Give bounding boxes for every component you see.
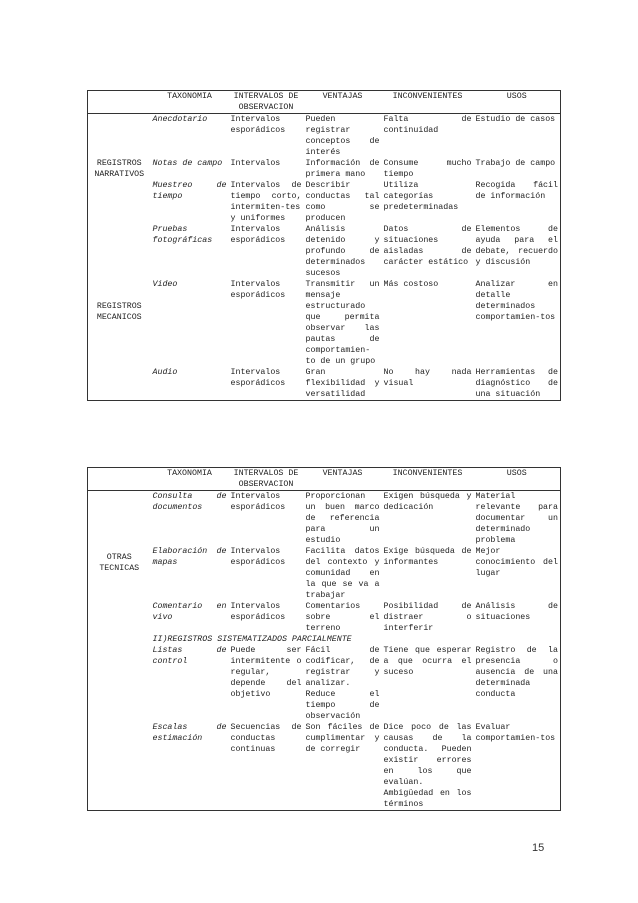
header-inconvenientes: INCONVENIENTES <box>382 91 474 114</box>
table-row <box>88 180 561 224</box>
intervalos-cell: Intervalos esporádicos <box>230 547 286 567</box>
taxonomia-cell: Comentario en vivo <box>152 602 227 622</box>
header-ventajas: VENTAJAS <box>304 91 382 114</box>
ventajas-cell: Son fáciles de cumplimentar y de corregir <box>304 722 382 811</box>
ventajas-cell: Análisis detenido y profundo de determinados sucesos <box>305 225 380 278</box>
table-otras-tecnicas <box>87 467 561 811</box>
subheading-empty <box>88 634 151 645</box>
taxonomia-cell: Listas de control <box>152 646 227 666</box>
inconvenientes-cell: Utiliza categorías predeterminadas <box>383 181 459 212</box>
category-cell: REGISTROS MECANICOS <box>88 224 151 401</box>
intervalos-cell: Intervalos de tiempo corto, intermiten-tes y uniformes <box>230 181 302 223</box>
category-cell: REGISTROS NARRATIVOS <box>88 114 151 225</box>
header-taxonomia: TAXONOMIA <box>151 91 229 114</box>
subheading: II)REGISTROS SISTEMATIZADOS PARCIALMENTE <box>151 634 561 645</box>
table-row <box>88 491 561 547</box>
intervalos-cell: Intervalos esporádicos <box>230 115 286 135</box>
taxonomia-cell: Video <box>152 280 178 289</box>
taxonomia-cell: Audio <box>151 367 229 401</box>
usos-cell: Recogida fácil de información <box>474 180 561 224</box>
taxonomia-cell: Pruebas fotográficas <box>152 225 213 245</box>
taxonomia-cell: Notas de campo <box>152 159 223 168</box>
inconvenientes-cell: Tiene que esperar a que ocurra el suceso <box>383 646 472 677</box>
table-row <box>88 601 561 634</box>
inconvenientes-cell: Exige búsqueda de informantes <box>383 547 472 567</box>
category-cell: OTRAS TECNICAS <box>88 491 151 635</box>
table-row <box>88 114 561 159</box>
inconvenientes-cell: Exigen búsqueda y dedicación <box>383 492 472 512</box>
taxonomia-cell: Muestreo de tiempo <box>152 181 227 201</box>
header-row <box>88 91 561 114</box>
header-taxonomia: TAXONOMIA <box>151 468 229 491</box>
taxonomia-cell: Consulta de documentos <box>152 492 227 512</box>
usos-cell: Evaluar comportamien-tos <box>474 722 561 811</box>
ventajas-cell: Facilita datos del contexto y comunidad en la que se va a trabajar <box>305 547 380 600</box>
table-row <box>88 722 561 811</box>
table-row <box>88 546 561 601</box>
empty-cell <box>88 722 151 811</box>
taxonomia-cell: Elaboración de mapas <box>152 547 227 567</box>
inconvenientes-cell: Datos de situaciones aisladas de carácter estático <box>383 225 472 267</box>
table-row <box>88 367 561 401</box>
usos-cell: Mejor conocimiento del lugar <box>474 546 561 601</box>
intervalos-cell: Intervalos esporádicos <box>229 367 304 401</box>
ventajas-cell: Proporcionan un buen marco de referencia para un estudio <box>305 492 380 545</box>
ventajas-cell: Comentarios sobre el terreno <box>305 602 380 633</box>
ventajas-cell: Pueden registrar conceptos de interés <box>305 115 380 157</box>
intervalos-cell: Puede ser intermitente o regular, depende del objetivo <box>230 646 302 699</box>
header-intervalos: INTERVALOS DE OBSERVACION <box>229 91 304 114</box>
header-inconvenientes: INCONVENIENTES <box>382 468 474 491</box>
usos-cell: Analizar en detalle determinados comportamien-tos <box>474 279 561 367</box>
intervalos-cell: Intervalos esporádicos <box>230 280 286 300</box>
inconvenientes-cell: Consume mucho tiempo <box>383 159 472 179</box>
taxonomia-cell: Escalas de estimación <box>151 722 229 811</box>
inconvenientes-cell: No hay nada visual <box>382 367 474 401</box>
usos-cell: Trabajo de campo <box>474 158 561 180</box>
ventajas-cell: Fácil de codificar, de registrar y analizar. Reduce el tiempo de observación <box>305 646 380 721</box>
usos-cell: Estudio de casos <box>474 114 561 159</box>
empty-cell <box>88 645 151 722</box>
intervalos-cell: Intervalos esporádicos <box>230 492 286 512</box>
header-ventajas: VENTAJAS <box>304 468 382 491</box>
inconvenientes-cell: Más costoso <box>383 280 439 289</box>
usos-cell: Elementos de ayuda para el debate, recuerdo y discusión <box>474 224 561 279</box>
header-empty <box>88 91 151 114</box>
taxonomia-cell: Anecdotario <box>152 115 208 124</box>
table-registros <box>87 90 561 401</box>
intervalos-cell: Intervalos esporádicos <box>230 602 286 622</box>
header-usos: USOS <box>474 468 561 491</box>
page-number: 15 <box>532 842 545 854</box>
table-row <box>88 158 561 180</box>
header-usos: USOS <box>474 91 561 114</box>
ventajas-cell: Gran flexibilidad y versatilidad <box>305 368 380 399</box>
inconvenientes-cell: Falta de continuidad <box>383 115 472 135</box>
header-row <box>88 468 561 491</box>
usos-cell: Herramientas de diagnóstico de una situación <box>474 367 561 401</box>
ventajas-cell: Describir conductas tal como se producen <box>305 181 380 223</box>
table-row <box>88 224 561 279</box>
subheading-row <box>88 634 561 645</box>
intervalos-cell: Intervalos esporádicos <box>230 225 286 245</box>
header-empty <box>88 468 151 491</box>
ventajas-cell: Transmitir un mensaje estructurado que permita observar las pautas de comportamien-to de un grupo <box>305 280 380 366</box>
table-row <box>88 645 561 722</box>
table-row <box>88 279 561 367</box>
intervalos-cell: Intervalos <box>230 159 281 168</box>
inconvenientes-cell: Posibilidad de distraer o interferir <box>383 602 472 633</box>
usos-cell: Material relevante para documentar un determinado problema <box>474 491 561 547</box>
header-intervalos: INTERVALOS DE OBSERVACION <box>229 468 304 491</box>
usos-cell: Análisis de situaciones <box>474 601 561 634</box>
usos-cell: Registro de la presencia o ausencia de una determinada conducta <box>474 645 561 722</box>
ventajas-cell: Información de primera mano <box>305 159 380 179</box>
intervalos-cell: Secuencias de conductas continuas <box>229 722 304 811</box>
inconvenientes-cell: Dice poco de las causas de la conducta. Pueden existir errores en los que evalúan. Ambigüedad en los términos <box>383 723 472 809</box>
